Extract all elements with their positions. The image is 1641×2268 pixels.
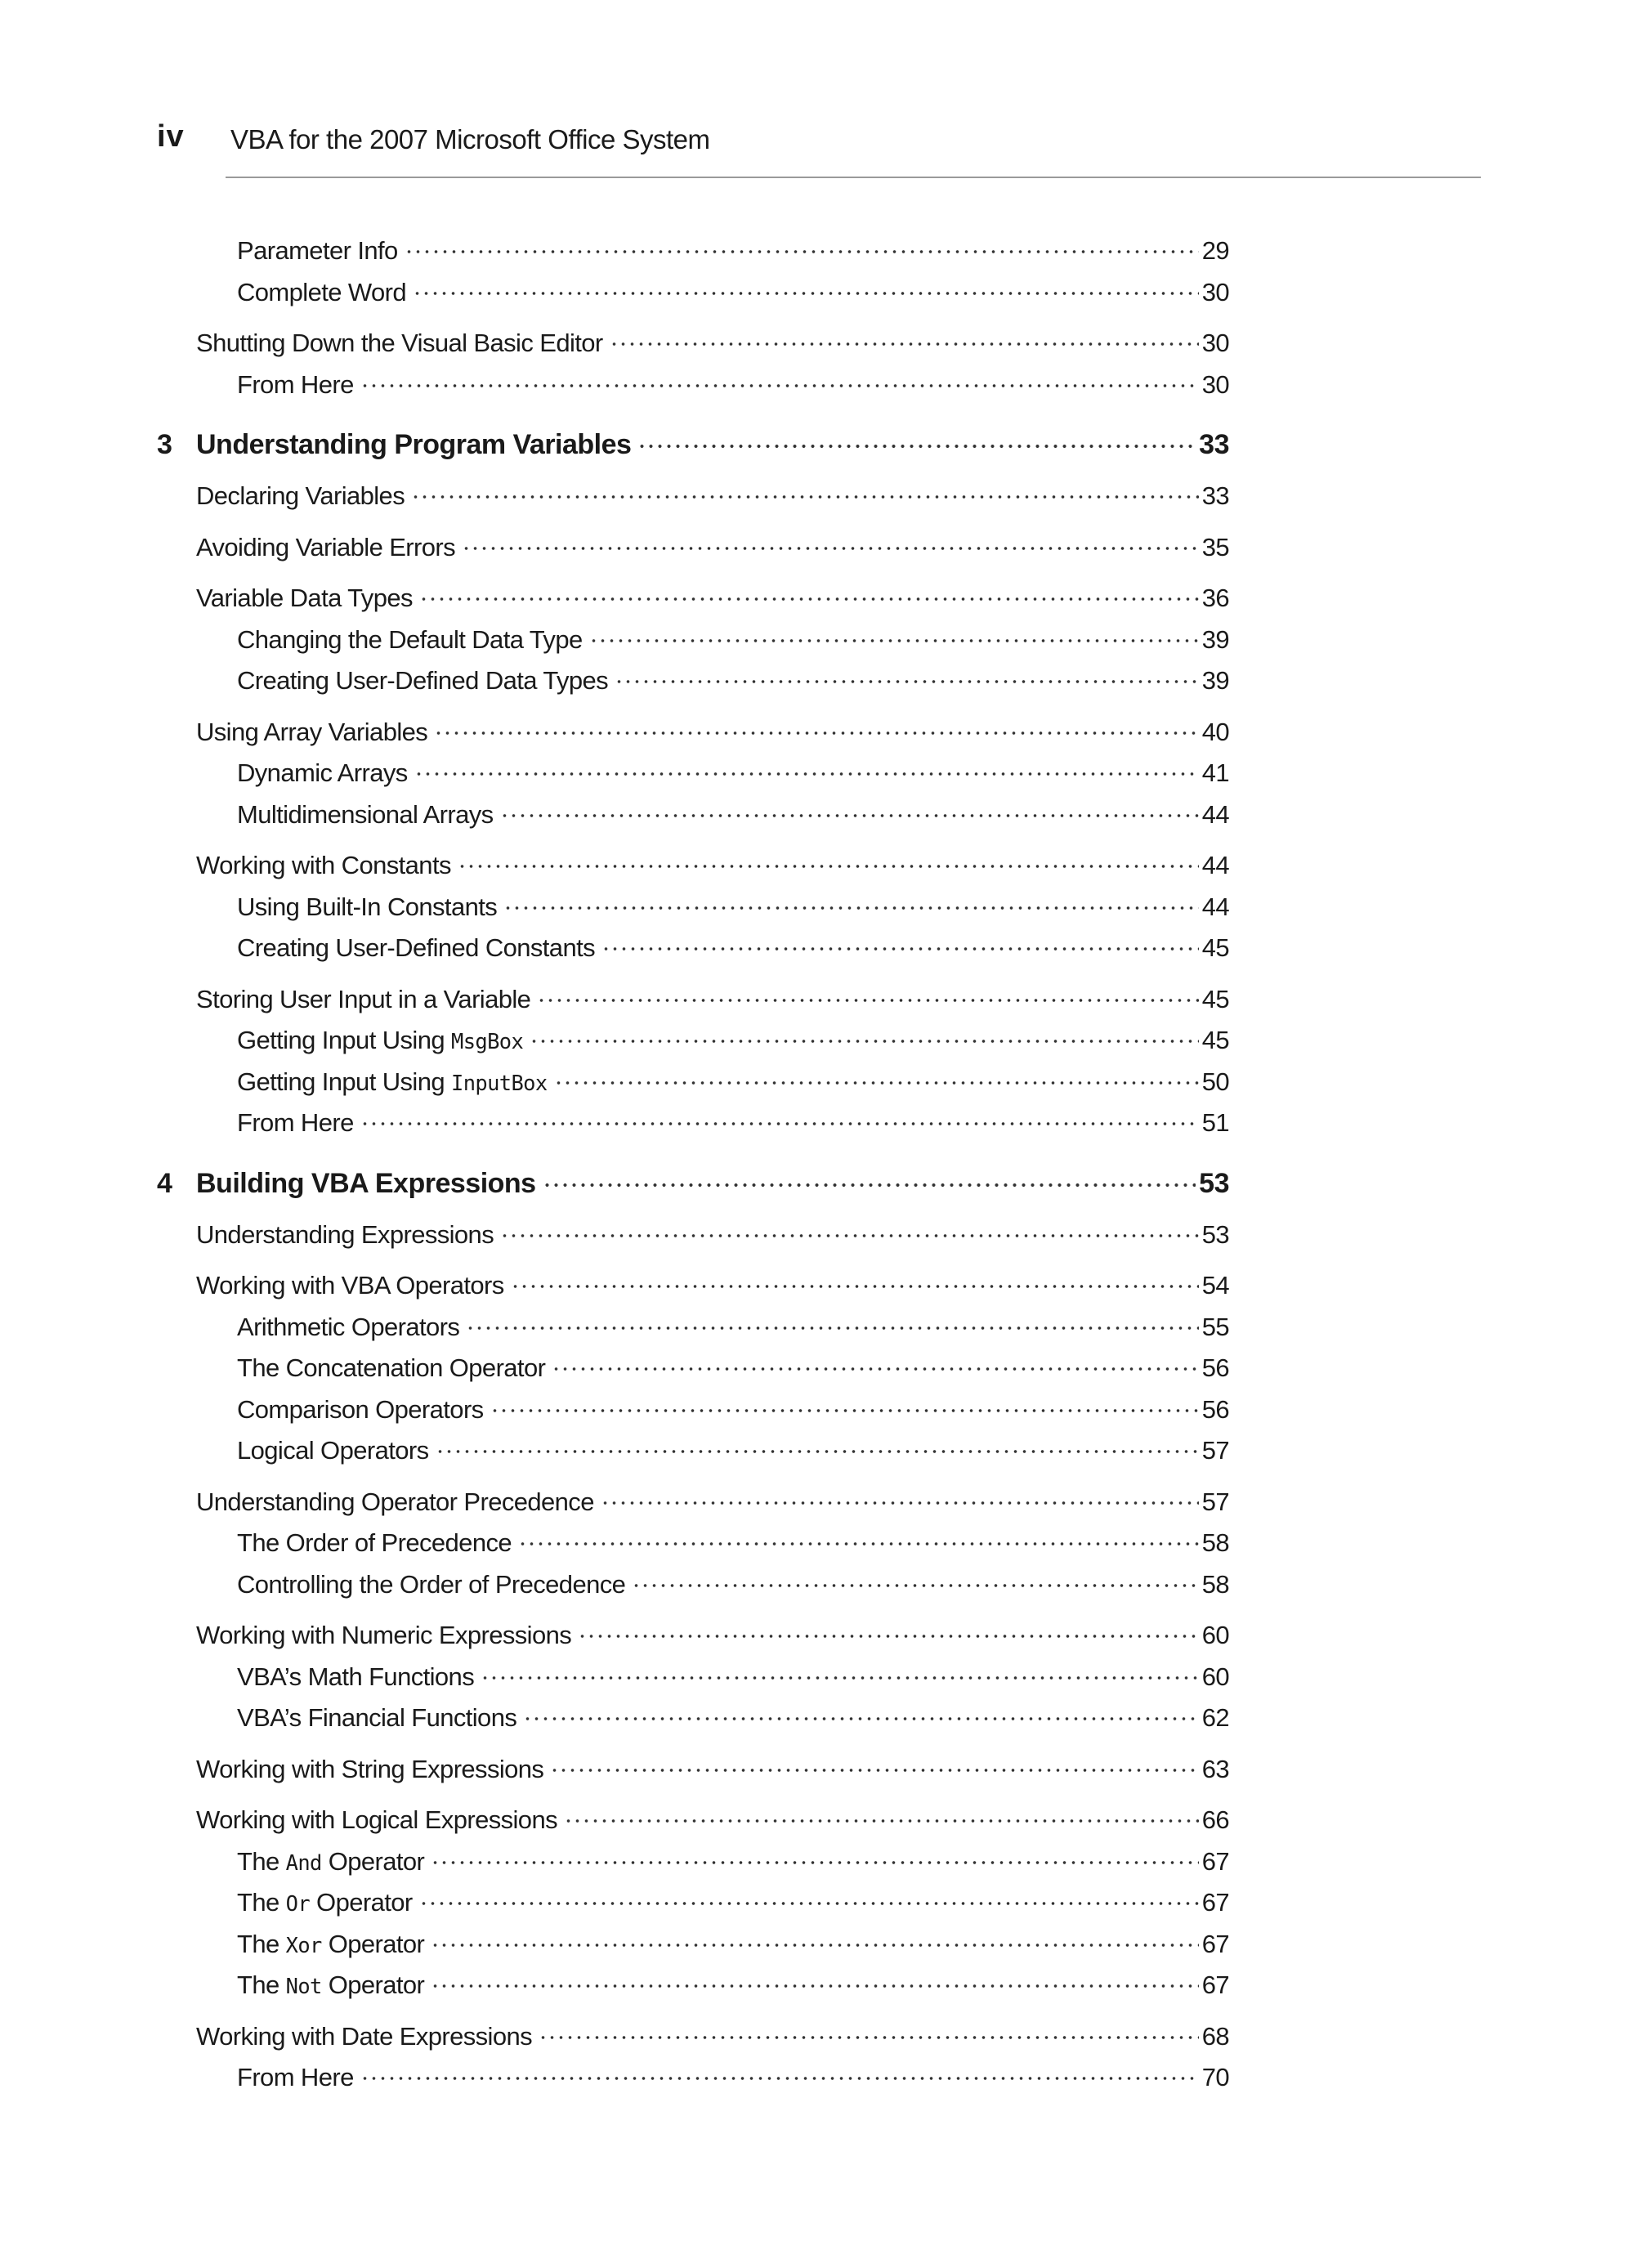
- toc-entry[interactable]: [157, 1657, 1229, 1698]
- toc-entry-label: [237, 1965, 424, 2007]
- toc-page-number: 54: [1201, 1271, 1229, 1300]
- toc-entry[interactable]: [157, 845, 1229, 887]
- toc-entry-label: Creating User-Defined Data Types: [237, 666, 609, 695]
- toc-entry[interactable]: [157, 1841, 1229, 1883]
- toc-page-number: 68: [1201, 2021, 1229, 2051]
- label-text: The: [237, 1888, 286, 1917]
- dot-leader: [511, 1268, 1199, 1294]
- dot-leader: [431, 1927, 1198, 1953]
- toc-entry-label: VBA’s Financial Functions: [237, 1703, 517, 1732]
- toc-entry[interactable]: [157, 323, 1229, 365]
- dot-leader: [554, 1065, 1199, 1090]
- toc-entry[interactable]: [157, 979, 1229, 1021]
- dot-leader: [550, 1752, 1198, 1778]
- chapter-number: 4: [157, 1167, 172, 1199]
- toc-page-number: 58: [1201, 1569, 1229, 1599]
- toc-entry-label: Declaring Variables: [196, 481, 405, 510]
- dot-leader: [601, 931, 1199, 956]
- toc-page-number: 55: [1201, 1312, 1229, 1341]
- toc-entry-label: Working with String Expressions: [196, 1754, 544, 1783]
- toc-entry[interactable]: [157, 1523, 1229, 1564]
- toc-page-number: 40: [1201, 717, 1229, 746]
- toc-entry-label: From Here: [237, 1108, 354, 1137]
- dot-leader: [500, 1218, 1199, 1243]
- code-keyword: And: [285, 1850, 322, 1875]
- code-keyword: InputBox: [451, 1070, 548, 1095]
- dot-leader: [405, 234, 1199, 259]
- header-rule: [226, 177, 1481, 178]
- toc-entry[interactable]: [157, 1265, 1229, 1307]
- toc-entry-label: Complete Word: [237, 277, 406, 306]
- toc-entry-label: Storing User Input in a Variable: [196, 984, 531, 1013]
- toc-entry-label: Parameter Info: [237, 236, 398, 265]
- toc-entry-label: Logical Operators: [237, 1436, 429, 1465]
- code-keyword: Or: [285, 1891, 311, 1916]
- toc-page-number: 44: [1201, 892, 1229, 921]
- toc-entry-label: [237, 1841, 424, 1884]
- toc-entry[interactable]: [157, 1020, 1229, 1062]
- toc-entry-label: VBA’s Math Functions: [237, 1662, 475, 1691]
- dot-leader: [632, 1568, 1198, 1593]
- dot-leader: [552, 1351, 1198, 1376]
- toc-page-number: 60: [1201, 1662, 1229, 1691]
- dot-leader: [523, 1701, 1198, 1726]
- toc-entry-label: Using Built-In Constants: [237, 892, 498, 921]
- toc-entry[interactable]: [157, 620, 1229, 661]
- toc-page-number: 53: [1199, 1167, 1229, 1199]
- toc-page-number: 30: [1201, 329, 1229, 357]
- dot-leader: [481, 1660, 1199, 1685]
- dot-leader: [518, 1526, 1199, 1551]
- toc-page-number: 66: [1201, 1805, 1229, 1834]
- dot-leader: [589, 623, 1199, 648]
- toc-page-number: 39: [1201, 666, 1229, 695]
- toc-entry[interactable]: [157, 230, 1229, 272]
- toc-page-number: 45: [1201, 984, 1229, 1013]
- label-text: The: [237, 1929, 286, 1958]
- dot-leader: [413, 275, 1199, 301]
- toc-page-number: 29: [1201, 236, 1229, 265]
- toc-entry[interactable]: [157, 272, 1229, 314]
- dot-leader: [564, 1803, 1199, 1828]
- dot-leader: [500, 798, 1199, 823]
- toc-entry[interactable]: [157, 1615, 1229, 1657]
- dot-leader: [537, 982, 1198, 1008]
- toc-page-number: 30: [1201, 277, 1229, 306]
- toc-page-number: 33: [1201, 481, 1229, 510]
- toc-page-number: 62: [1201, 1703, 1229, 1732]
- toc-page-number: 67: [1201, 1888, 1229, 1917]
- toc-entry[interactable]: [157, 2016, 1229, 2058]
- label-text: Operator: [321, 1971, 425, 1999]
- toc-entry-label: Comparison Operators: [237, 1394, 484, 1424]
- toc-entry[interactable]: [157, 365, 1229, 406]
- dot-leader: [543, 1165, 1196, 1192]
- toc-page-number: 57: [1201, 1487, 1229, 1516]
- toc-page-number: 53: [1201, 1219, 1229, 1249]
- label-text: Operator: [310, 1888, 413, 1917]
- dot-leader: [578, 1618, 1199, 1644]
- toc-entry-label: [237, 1882, 413, 1925]
- toc-entry[interactable]: [157, 928, 1229, 969]
- toc-page-number: 56: [1201, 1353, 1229, 1382]
- toc-entry[interactable]: [157, 1749, 1229, 1791]
- toc-entry-label: Multidimensional Arrays: [237, 799, 494, 829]
- toc-entry[interactable]: [157, 712, 1229, 754]
- table-of-contents: [157, 230, 1229, 2099]
- toc-chapter-3[interactable]: [157, 414, 1229, 476]
- code-keyword: MsgBox: [451, 1029, 524, 1053]
- label-text: Operator: [321, 1846, 425, 1876]
- toc-entry[interactable]: [157, 578, 1229, 620]
- toc-page-number: 44: [1201, 851, 1229, 879]
- toc-chapter-4[interactable]: [157, 1152, 1229, 1215]
- toc-entry[interactable]: [157, 753, 1229, 794]
- chapter-title: Understanding Program Variables: [196, 429, 632, 460]
- toc-page-number: 41: [1201, 758, 1229, 787]
- page-folio: iv: [157, 119, 185, 154]
- toc-entry-label: Creating User-Defined Constants: [237, 933, 595, 962]
- toc-entry[interactable]: [157, 1062, 1229, 1103]
- toc-entry[interactable]: [157, 1307, 1229, 1349]
- label-text: Getting Input Using: [237, 1067, 451, 1096]
- dot-leader: [431, 1968, 1198, 1993]
- toc-page-number: 50: [1201, 1067, 1229, 1096]
- toc-entry-label: From Here: [237, 369, 354, 399]
- toc-page-number: 63: [1201, 1754, 1229, 1783]
- page-header: [157, 119, 1481, 160]
- dot-leader: [411, 479, 1199, 504]
- toc-entry[interactable]: [157, 1800, 1229, 1841]
- toc-entry-label: The Order of Precedence: [237, 1528, 512, 1557]
- toc-entry[interactable]: [157, 1103, 1229, 1144]
- toc-page-number: 67: [1201, 1971, 1229, 1999]
- dot-leader: [419, 1886, 1199, 1911]
- toc-entry-label: Working with Date Expressions: [196, 2021, 533, 2051]
- code-keyword: Not: [285, 1974, 322, 1998]
- label-text: The: [237, 1971, 286, 1999]
- toc-entry[interactable]: [157, 1965, 1229, 2006]
- toc-page-number: 45: [1201, 933, 1229, 962]
- dot-leader: [490, 1393, 1199, 1418]
- toc-entry[interactable]: [157, 1482, 1229, 1523]
- chapter-title: Building VBA Expressions: [196, 1167, 536, 1199]
- toc-entry-label: Variable Data Types: [196, 584, 413, 612]
- toc-entry-label: [237, 1062, 548, 1104]
- toc-entry-label: Working with Numeric Expressions: [196, 1621, 572, 1649]
- dot-leader: [466, 1310, 1198, 1335]
- toc-entry-label: [237, 1924, 424, 1966]
- toc-entry[interactable]: [157, 660, 1229, 702]
- dot-leader: [414, 756, 1199, 781]
- label-text: Operator: [321, 1929, 425, 1958]
- dot-leader: [360, 2060, 1199, 2086]
- toc-page-number: 60: [1201, 1621, 1229, 1649]
- toc-entry[interactable]: [157, 1430, 1229, 1472]
- toc-entry-label: Working with Logical Expressions: [196, 1805, 557, 1834]
- running-title: VBA for the 2007 Microsoft Office System: [230, 124, 710, 154]
- dot-leader: [360, 368, 1199, 393]
- dot-leader: [503, 890, 1199, 915]
- dot-leader: [458, 848, 1199, 874]
- toc-page-number: 58: [1201, 1528, 1229, 1557]
- toc-entry-label: Dynamic Arrays: [237, 758, 408, 787]
- toc-entry[interactable]: [157, 2057, 1229, 2099]
- dot-leader: [530, 1023, 1199, 1049]
- toc-entry[interactable]: [157, 1348, 1229, 1389]
- dot-leader: [360, 1106, 1199, 1131]
- toc-entry-label: Avoiding Variable Errors: [196, 532, 456, 561]
- dot-leader: [615, 664, 1199, 689]
- dot-leader: [601, 1485, 1199, 1510]
- label-text: Getting Input Using: [237, 1026, 451, 1054]
- toc-entry[interactable]: [157, 1215, 1229, 1256]
- toc-page-number: 39: [1201, 624, 1229, 654]
- toc-page-number: 67: [1201, 1929, 1229, 1958]
- toc-entry-label: Understanding Operator Precedence: [196, 1487, 594, 1516]
- toc-entry[interactable]: [157, 476, 1229, 517]
- toc-page-number: 33: [1199, 429, 1229, 460]
- toc-entry[interactable]: [157, 1698, 1229, 1739]
- toc-entry[interactable]: [157, 527, 1229, 569]
- toc-entry[interactable]: [157, 1882, 1229, 1924]
- dot-leader: [637, 426, 1196, 454]
- toc-entry[interactable]: [157, 1564, 1229, 1606]
- toc-page-number: 35: [1201, 532, 1229, 561]
- toc-entry-label: From Here: [237, 2063, 354, 2091]
- toc-entry-label: Working with VBA Operators: [196, 1271, 504, 1300]
- toc-page-number: 51: [1201, 1108, 1229, 1137]
- toc-page-number: 30: [1201, 369, 1229, 399]
- toc-entry-label: Changing the Default Data Type: [237, 624, 583, 654]
- toc-page-number: 70: [1201, 2063, 1229, 2091]
- chapter-number: 3: [157, 429, 172, 460]
- label-text: The: [237, 1846, 286, 1876]
- toc-entry-label: [237, 1020, 523, 1062]
- dot-leader: [436, 1434, 1199, 1459]
- toc-entry-label: Arithmetic Operators: [237, 1312, 460, 1341]
- toc-entry-label: Understanding Expressions: [196, 1219, 494, 1249]
- toc-entry[interactable]: [157, 887, 1229, 928]
- toc-page-number: 57: [1201, 1436, 1229, 1465]
- dot-leader: [431, 1845, 1198, 1870]
- toc-entry-label: Working with Constants: [196, 851, 451, 879]
- dot-leader: [610, 326, 1199, 351]
- toc-page-number: 44: [1201, 799, 1229, 829]
- code-keyword: Xor: [285, 1932, 322, 1957]
- toc-entry-label: Using Array Variables: [196, 717, 428, 746]
- dot-leader: [419, 581, 1199, 606]
- toc-entry-label: Controlling the Order of Precedence: [237, 1569, 626, 1599]
- toc-entry[interactable]: [157, 794, 1229, 836]
- toc-page-number: 67: [1201, 1846, 1229, 1876]
- dot-leader: [434, 715, 1199, 740]
- dot-leader: [539, 2020, 1199, 2045]
- dot-leader: [462, 530, 1199, 556]
- toc-page-number: 36: [1201, 584, 1229, 612]
- toc-entry-label: Shutting Down the Visual Basic Editor: [196, 329, 603, 357]
- toc-entry[interactable]: [157, 1389, 1229, 1431]
- toc-page-number: 45: [1201, 1026, 1229, 1054]
- toc-page-number: 56: [1201, 1394, 1229, 1424]
- toc-entry-label: The Concatenation Operator: [237, 1353, 546, 1382]
- toc-entry[interactable]: [157, 1924, 1229, 1966]
